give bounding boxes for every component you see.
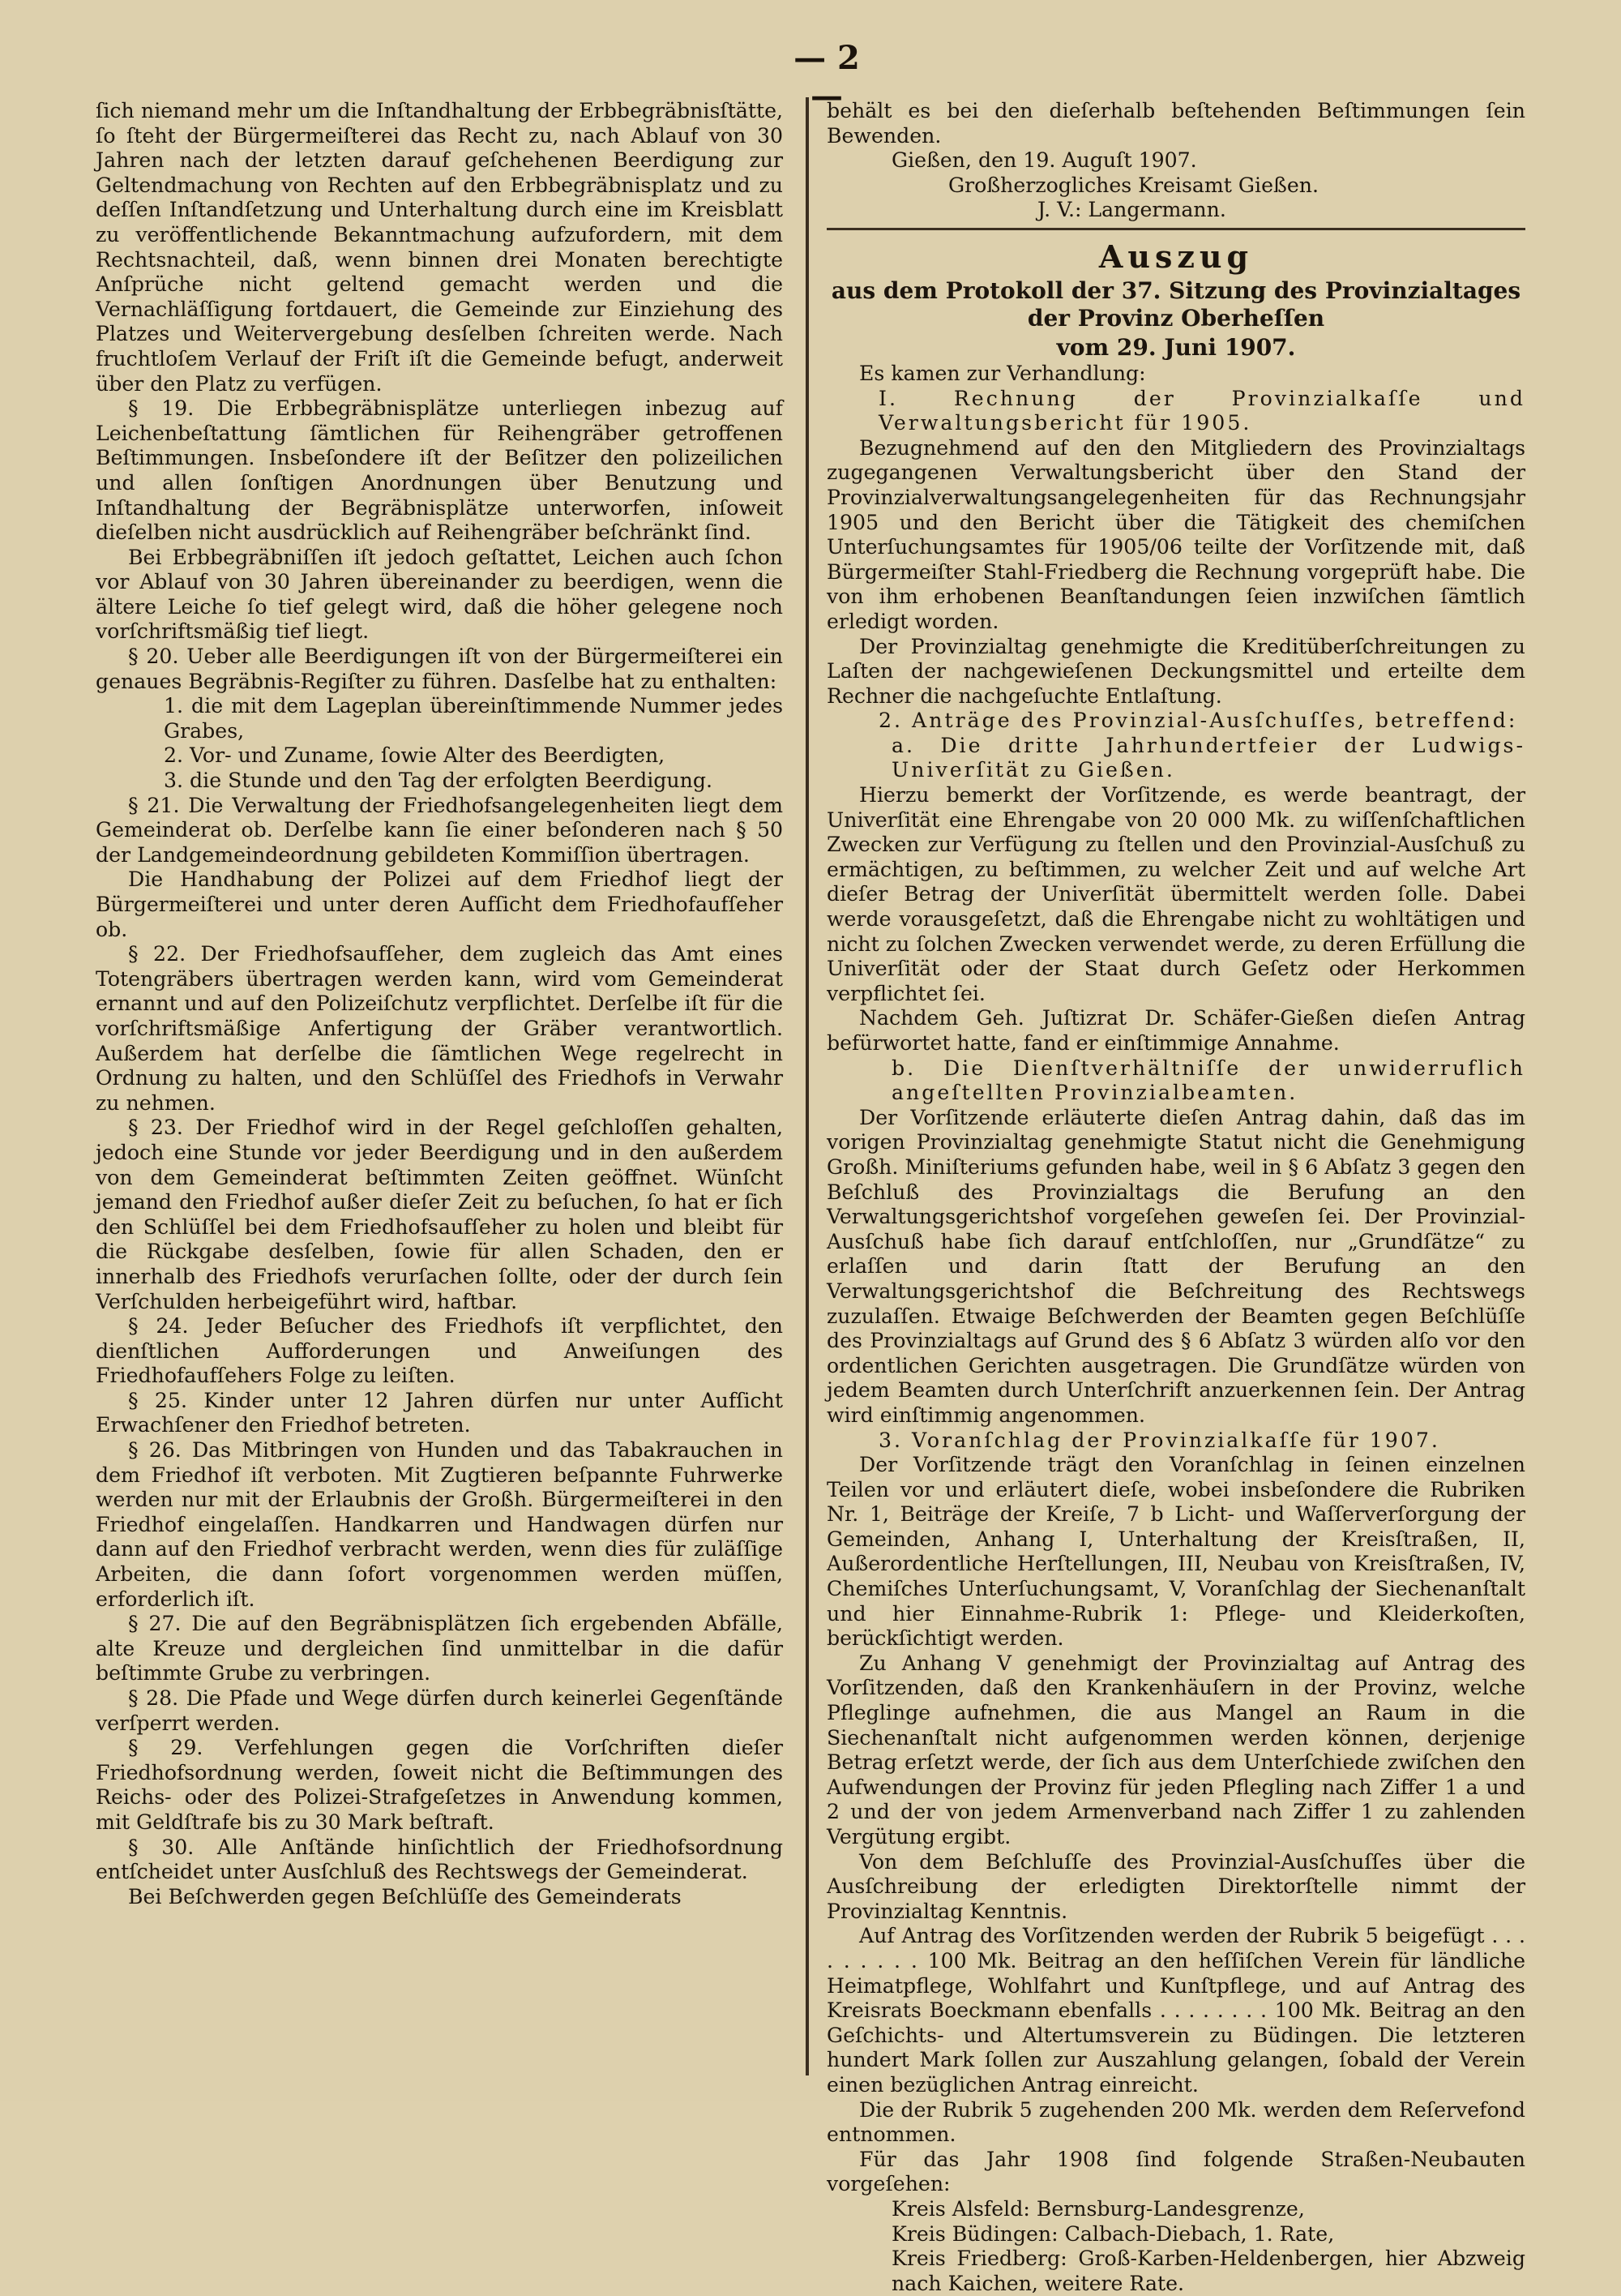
page-number: — 2 — <box>793 39 860 115</box>
left-column <box>96 99 783 2077</box>
paragraph-20: § 20. Ueber alle Beerdigungen iſt von der Bürgermeiſterei ein genaues Begräbnis-Regiſter zu führen. Dasſelbe hat zu enthalten: <box>96 645 783 693</box>
agenda-item-2a: a. Die dritte Jahrhundertfeier der Ludwigs-Univerſität zu Gießen. <box>892 733 1525 782</box>
paragraph-19b: Bei Erbbegräbniſſen iſt jedoch geſtattet, Leichen auch ſchon vor Ablauf von 30 Jahren übereinander zu beerdigen, wenn die ältere Leiche ſo tief gelegt wird, daß die höher gelegene noch vorſchriftsmäßig tief liegt. <box>96 545 783 644</box>
agenda-item-3-text-6: Für das Jahr 1908 ſind folgende Straßen-Neubauten vorgeſehen: <box>827 2147 1525 2196</box>
list-item: 3. die Stunde und den Tag der erfolgten Beerdigung. <box>164 769 712 793</box>
agenda-item-3-text-5: Die der Rubrik 5 zugehenden 200 Mk. werden dem Reſervefond entnommen. <box>827 2097 1525 2147</box>
right-column <box>827 99 1525 2295</box>
protocol-date: vom 29. Juni 1907. <box>1056 333 1296 361</box>
list-item: 2. Vor- und Zuname, ſowie Alter des Beerdigten, <box>164 743 665 768</box>
paragraph-19: § 19. Die Erbbegräbnisplätze unterliegen inbezug auf Leichenbeſtattung ſämtlichen für Reihengräber getroffenen Beſtimmungen. Insbeſondere iſt der Beſitzer den polizeilichen und allen ſonſtigen Anordnungen über Benutzung und Inſtandhaltung der Begräbnisplätze unterworfen, inſoweit dieſelben nicht ausdrücklich auf Reihengräber beſchränkt ſind. <box>96 396 783 545</box>
agenda-item-2b-text: Der Vorſitzende erläuterte dieſen Antrag dahin, daß das im vorigen Provinzialtag genehmigte Statut nicht die Genehmigung Großh. Miniſteriums gefunden habe, weil in § 6 Abſatz 3 gegen den Beſchluß des Provinzialtags die Berufung an den Verwaltungsgerichtshof vorgeſehen geweſen ſei. Der Provinzial-Ausſchuß habe ſich darauf entſchloſſen, nur „Grundſätze“ zu erlaſſen und darin ſtatt der Berufung an den Verwaltungsgerichtshof die Beſchreitung des Rechtswegs zuzulaſſen. Etwaige Beſchwerden der Beamten gegen Beſchlüſſe des Provinzialtags auf Grund des § 6 Abſatz 3 würden alſo vor den ordentlichen Gerichten ausgetragen. Die Grundſätze würden von jedem Beamten durch Unterſchrift anzuerkennen ſein. Der Antrag wird einſtimmig angenommen. <box>827 1105 1525 1427</box>
agenda-item-2b: b. Die Dienſtverhältniſſe der unwiderruflich angeſtellten Provinzialbeamten. <box>892 1056 1525 1105</box>
continued-paragraph: behält es bei den dieſerhalb beſtehenden Beſtimmungen ſein Bewenden. <box>827 99 1525 148</box>
section-rule <box>827 228 1525 230</box>
column-divider <box>806 97 809 2075</box>
agenda-item-1: I. Rechnung der Provinzialkaſſe und Verwaltungsbericht für 1905. <box>879 386 1525 435</box>
paragraph-23: § 23. Der Friedhof wird in der Regel geſchloſſen gehalten, jedoch eine Stunde vor jeder Beerdigung und in den außerdem von dem Gemeinderat beſtimmten Zeiten geöffnet. Wünſcht jemand den Friedhof außer dieſer Zeit zu beſuchen, ſo hat er ſich den Schlüſſel bei dem Friedhofsaufſeher zu holen und bleibt für die Rückgabe desſelben, ſowie für allen Schaden, den er innerhalb des Friedhofs verurſachen ſollte, oder der durch ſein Verſchulden herbeigeführt wird, haftbar. <box>96 1116 783 1313</box>
continued-paragraph: ſich niemand mehr um die Inſtandhaltung der Erbbegräbnisſtätte, ſo ſteht der Bürgermeiſterei das Recht zu, nach Ablauf von 30 Jahren nach der letzten darauf geſchehenen Beerdigung zur Geltendmachung von Rechten auf den Erbbegräbnisplatz und zu deſſen Inſtandſetzung und Unterhaltung durch eine im Kreisblatt zu veröffentlichende Bekanntmachung aufzufordern, mit dem Rechtsnachteil, daß, wenn binnen drei Monaten berechtigte Anſprüche nicht geltend gemacht werden und die Vernachläſſigung fortdauert, die Gemeinde zur Einziehung des Platzes und Weitervergebung desſelben ſchreiten werde. Nach fruchtloſem Verlauf der Friſt iſt die Gemeinde befugt, anderweit über den Platz zu verfügen. <box>96 99 783 396</box>
paragraph-21: § 21. Die Verwaltung der Friedhofsangelegenheiten liegt dem Gemeinderat ob. Derſelbe kann ſie einer beſonderen nach § 50 der Landgemeindeordnung gebildeten Kommiſſion übertragen. <box>96 793 783 867</box>
paragraph-30: § 30. Alle Anſtände hinſichtlich der Friedhofsordnung entſcheidet unter Ausſchluß des Rechtswegs der Gemeinderat. <box>96 1835 783 1884</box>
agenda-item-3-text-2: Zu Anhang V genehmigt der Provinzialtag auf Antrag des Vorſitzenden, daß den Krankenhäuſern in der Provinz, welche Pfleglinge aufnehmen, die aus Mangel an Raum in die Siechenanſtalt nicht aufgenommen werden können, derjenige Betrag erſetzt werde, der ſich aus dem Unterſchiede zwiſchen den Aufwendungen der Provinz für jeden Pflegling nach Ziffer 1 a und 2 und der von jedem Armenverband nach Ziffer 1 zu zahlenden Vergütung ergibt. <box>827 1651 1525 1848</box>
agenda-item-2: 2. Anträge des Provinzial-Ausſchuſſes, betreffend: <box>879 709 1518 733</box>
road-item: Kreis Büdingen: Calbach-Diebach, 1. Rate, <box>892 2221 1335 2246</box>
agenda-item-2a-text-2: Nachdem Geh. Juſtizrat Dr. Schäfer-Gießen dieſen Antrag befürwortet hatte, fand er einſtimmige Annahme. <box>827 1006 1525 1055</box>
paragraph-25: § 25. Kinder unter 12 Jahren dürfen nur unter Aufſicht Erwachſener den Friedhof betreten. <box>96 1388 783 1437</box>
agenda-item-3: 3. Voranſchlag der Provinzialkaſſe für 1907. <box>879 1428 1440 1452</box>
agenda-item-1-text-2: Der Provinzialtag genehmigte die Kreditüberſchreitungen zu Laſten der nachgewieſenen Deckungsmittel und erteilte dem Rechner die nachgeſuchte Entlaſtung. <box>827 634 1525 708</box>
paragraph-26: § 26. Das Mitbringen von Hunden und das Tabakrauchen in dem Friedhof iſt verboten. Mit Zugtieren beſpannte Fuhrwerke werden nur mit der Erlaubnis der Großh. Bürgermeiſterei in den Friedhof eingelaſſen. Handkarren und Handwagen dürfen nur dann auf den Friedhof verbracht werden, wenn dies für zuläſſige Arbeiten, die dann ſofort vorgenommen werden müſſen, erforderlich iſt. <box>96 1438 783 1611</box>
road-item: Kreis Friedberg: Groß-Karben-Heldenbergen, hier Abzweig nach Kaichen, weitere Rate. <box>892 2247 1525 2295</box>
agenda-item-3-text-4: Auf Antrag des Vorſitzenden werden der Rubrik 5 beigefügt . . . . . . . . . 100 Mk. Beitrag an den heſſiſchen Verein für ländliche Heimatpflege, Wohlfahrt und Kunſtpflege, und auf Antrag des Kreisrats Boeckmann ebenfalls . . . . . . . . 100 Mk. Beitrag an den Geſchichts- und Altertumsverein zu Büdingen. Die letzteren hundert Mark ſollen zur Auszahlung gelangen, ſobald der Verein einen bezüglichen Antrag einreicht. <box>827 1924 1525 2097</box>
agenda-item-1-text: Bezugnehmend auf den den Mitgliedern des Provinzialtags zugegangenen Verwaltungsbericht über den Stand der Provinzialverwaltungsangelegenheiten für das Rechnungsjahr 1905 und den Bericht über die Tätigkeit des chemiſchen Unterſuchungsamtes für 1905/06 teilte der Vorſitzende mit, daß Bürgermeiſter Stahl-Friedberg die Rechnung vorgeprüft habe. Die von ihm erhobenen Beanſtandungen ſeien inzwiſchen ſämtlich erledigt worden. <box>827 435 1525 633</box>
paragraph-21b: Die Handhabung der Polizei auf dem Friedhof liegt der Bürgermeiſterei und unter deren Aufſicht dem Friedhofaufſeher ob. <box>96 867 783 941</box>
paragraph-29: § 29. Verfehlungen gegen die Vorſchriften dieſer Friedhofsordnung werden, ſoweit nicht die Beſtimmungen des Reichs- oder des Polizei-Strafgeſetzes in Anwendung kommen, mit Geldſtrafe bis zu 30 Mark beſtraft. <box>96 1736 783 1834</box>
paragraph-30b: Bei Beſchwerden gegen Beſchlüſſe des Gemeinderats <box>128 1884 682 1908</box>
issuing-authority: Großherzogliches Kreisamt Gießen. <box>948 173 1319 197</box>
section-heading: Auszug <box>1098 238 1254 275</box>
signer: J. V.: Langermann. <box>1037 198 1226 222</box>
paragraph-27: § 27. Die auf den Begräbnisplätzen ſich ergebenden Abfälle, alte Kreuze und dergleichen ſind unmittelbar in die dafür beſtimmte Grube zu verbringen. <box>96 1612 783 1686</box>
paragraph-28: § 28. Die Pfade und Wege dürfen durch keinerlei Gegenſtände verſperrt werden. <box>96 1686 783 1735</box>
list-item: 1. die mit dem Lageplan übereinſtimmende Nummer jedes Grabes, <box>164 694 783 743</box>
road-item: Kreis Alsfeld: Bernsburg-Landesgrenze, <box>892 2196 1305 2221</box>
agenda-item-3-text: Der Vorſitzende trägt den Voranſchlag in ſeinen einzelnen Teilen vor und erläutert dieſe, wobei insbeſondere die Rubriken Nr. 1, Beiträge der Kreiſe, 7 b Licht- und Waſſerverſorgung der Gemeinden, Anhang I, Unterhaltung der Kreisſtraßen, II, Außerordentliche Herſtellungen, III, Neubau von Kreisſtraßen, IV, Chemiſches Unterſuchungsamt, V, Voranſchlag der Siechenanſtalt und hier Einnahme-Rubrik 1: Pflege- und Kleiderkoſten, berückſichtigt werden. <box>827 1453 1525 1651</box>
paragraph-24: § 24. Jeder Beſucher des Friedhofs iſt verpflichtet, den dienſtlichen Aufforderungen und Anweiſungen des Friedhofaufſehers Folge zu leiſten. <box>96 1314 783 1388</box>
intro-line: Es kamen zur Verhandlung: <box>859 361 1146 385</box>
paragraph-22: § 22. Der Friedhofsaufſeher, dem zugleich das Amt eines Totengräbers übertragen werden kann, wird vom Gemeinderat ernannt und auf den Polizeiſchutz verpflichtet. Derſelbe iſt für die vorſchriftsmäßige Anfertigung der Gräber verantwortlich. Außerdem hat derſelbe die ſämtlichen Wege regelrecht in Ordnung zu halten, und den Schlüſſel des Friedhofs in Verwahr zu nehmen. <box>96 942 783 1115</box>
agenda-item-2a-text: Hierzu bemerkt der Vorſitzende, es werde beantragt, der Univerſität eine Ehrengabe von 20 000 Mk. zu wiſſenſchaftlichen Zwecken zur Verfügung zu ſtellen und den Provinzial-Ausſchuß zu ermächtigen, zu beſtimmen, zu welcher Zeit und auf welche Art dieſer Betrag der Univerſität übermittelt werden ſolle. Dabei werde vorausgeſetzt, daß die Ehrengabe nicht zu wohltätigen und nicht zu ſolchen Zwecken verwendet werde, zu deren Erfüllung die Univerſität oder der Staat durch Geſetz oder Herkommen verpflichtet ſei. <box>827 783 1525 1005</box>
date-place: Gießen, den 19. Auguſt 1907. <box>892 148 1197 173</box>
section-subheading: aus dem Protokoll der 37. Sitzung des Provinzialtages der Provinz Oberheſſen <box>831 276 1521 332</box>
agenda-item-3-text-3: Von dem Beſchluſſe des Provinzial-Ausſchuſſes über die Ausſchreibung der erledigten Direktorſtelle nimmt der Provinzialtag Kenntnis. <box>827 1849 1525 1923</box>
